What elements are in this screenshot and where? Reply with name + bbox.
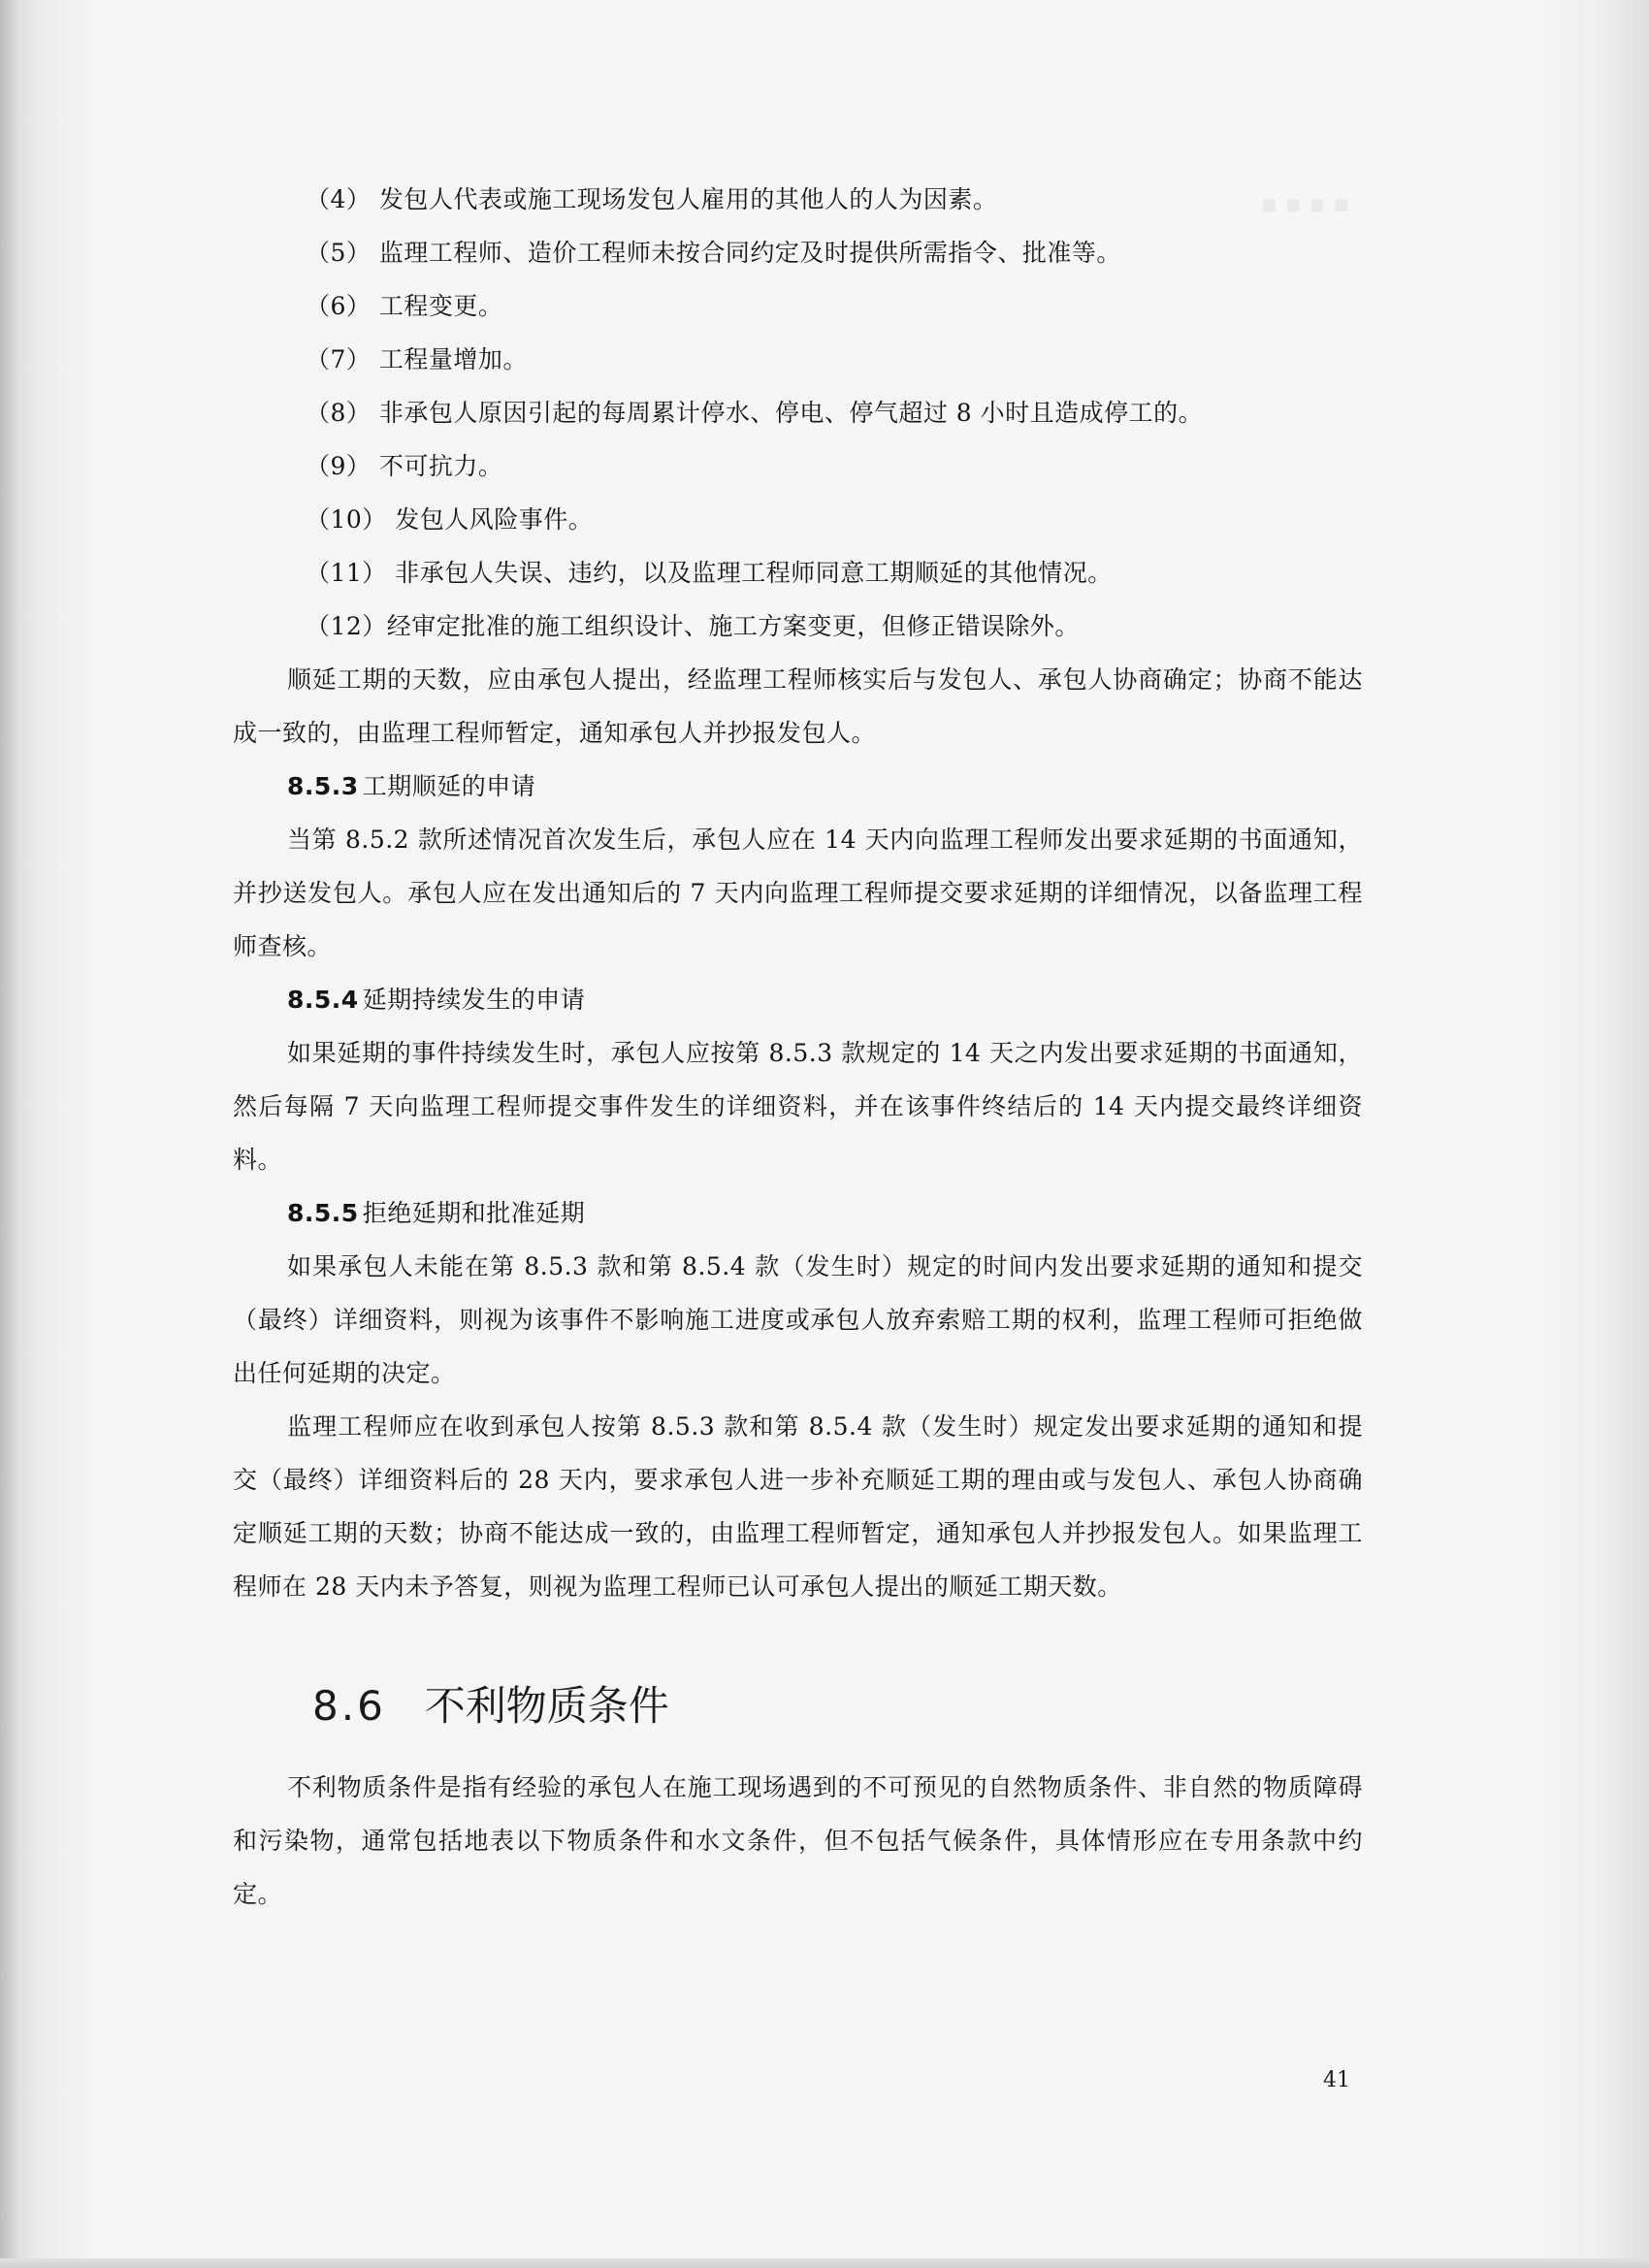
section-title: 不利物质条件: [424, 1682, 669, 1730]
subheading-title: 延期持续发生的申请: [362, 986, 586, 1014]
page-number: 41: [1323, 2068, 1350, 2092]
list-item: （12）经审定批准的施工组织设计、施工方案变更，但修正错误除外。: [306, 612, 1080, 640]
paragraph-8-5-4: 如果延期的事件持续发生时，承包人应按第 8.5.3 款规定的 14 天之内发出要求延期的书面通知，然后每隔 7 天向监理工程师提交事件发生的详细资料，并在该事件终结后的 14 天内提交最终详细资料。: [233, 1039, 1363, 1174]
subheading-8-5-4: [233, 973, 1363, 1026]
page-binding-shadow: [0, 0, 17, 2268]
paragraph-8-5-5-a: 如果承包人未能在第 8.5.3 款和第 8.5.4 款（发生时）规定的时间内发出要求延期的通知和提交（最终）详细资料，则视为该事件不影响施工进度或承包人放弃索赔工期的权利，监理工程师可拒绝做出任何延期的决定。: [233, 1252, 1363, 1387]
subheading-number: 8.5.5: [287, 1199, 359, 1227]
subheading-number: 8.5.4: [287, 986, 359, 1014]
list-item: （10） 发包人风险事件。: [306, 505, 594, 534]
subheading-8-5-5: [233, 1186, 1363, 1240]
list-item: （7） 工程量增加。: [306, 345, 528, 373]
list-item: （6） 工程变更。: [306, 292, 503, 320]
paragraph-8-6: 不利物质条件是指有经验的承包人在施工现场遇到的不可预见的自然物质条件、非自然的物质障碍和污染物，通常包括地表以下物质条件和水文条件，但不包括气候条件，具体情形应在专用条款中约定。: [233, 1773, 1363, 1908]
list-item: （8） 非承包人原因引起的每周累计停水、停电、停气超过 8 小时且造成停工的。: [306, 399, 1204, 427]
list-item: （5） 监理工程师、造价工程师未按合同约定及时提供所需指令、批准等。: [306, 239, 1121, 267]
page-bottom-edge: [0, 2258, 1649, 2268]
subheading-number: 8.5.3: [287, 772, 359, 800]
list-item: （4） 发包人代表或施工现场发包人雇用的其他人的人为因素。: [306, 185, 998, 213]
subheading-title: 拒绝延期和批准延期: [362, 1199, 586, 1227]
subheading-8-5-3: [233, 760, 1363, 813]
subheading-title: 工期顺延的申请: [362, 772, 536, 800]
paragraph-8-5-3: 当第 8.5.2 款所述情况首次发生后，承包人应在 14 天内向监理工程师发出要求延期的书面通知，并抄送发包人。承包人应在发出通知后的 7 天内向监理工程师提交要求延期的详细情况，以备监理工程师查核。: [233, 826, 1363, 960]
paragraph-8-5-5-b: 监理工程师应在收到承包人按第 8.5.3 款和第 8.5.4 款（发生时）规定发出要求延期的通知和提交（最终）详细资料后的 28 天内，要求承包人进一步补充顺延工期的理由或与发包人、承包人协商确定顺延工期的天数；协商不能达成一致的，由监理工程师暂定，通知承包人并抄报发包人。如果监理工程师在 28 天内未予答复，则视为监理工程师已认可承包人提出的顺延工期天数。: [233, 1412, 1363, 1601]
reverse-side-bleed: ▪ ▪ ▪ ▪: [1261, 189, 1350, 217]
section-number: 8.6: [312, 1682, 386, 1730]
list-item: （11） 非承包人失误、违约，以及监理工程师同意工期顺延的其他情况。: [306, 559, 1113, 587]
list-item: （9） 不可抗力。: [306, 452, 503, 480]
paragraph-extension-days: 顺延工期的天数，应由承包人提出，经监理工程师核实后与发包人、承包人协商确定；协商不能达成一致的，由监理工程师暂定，通知承包人并抄报发包人。: [233, 665, 1363, 747]
section-heading-8-6: [233, 1677, 1363, 1735]
page-content: [233, 173, 1363, 1921]
